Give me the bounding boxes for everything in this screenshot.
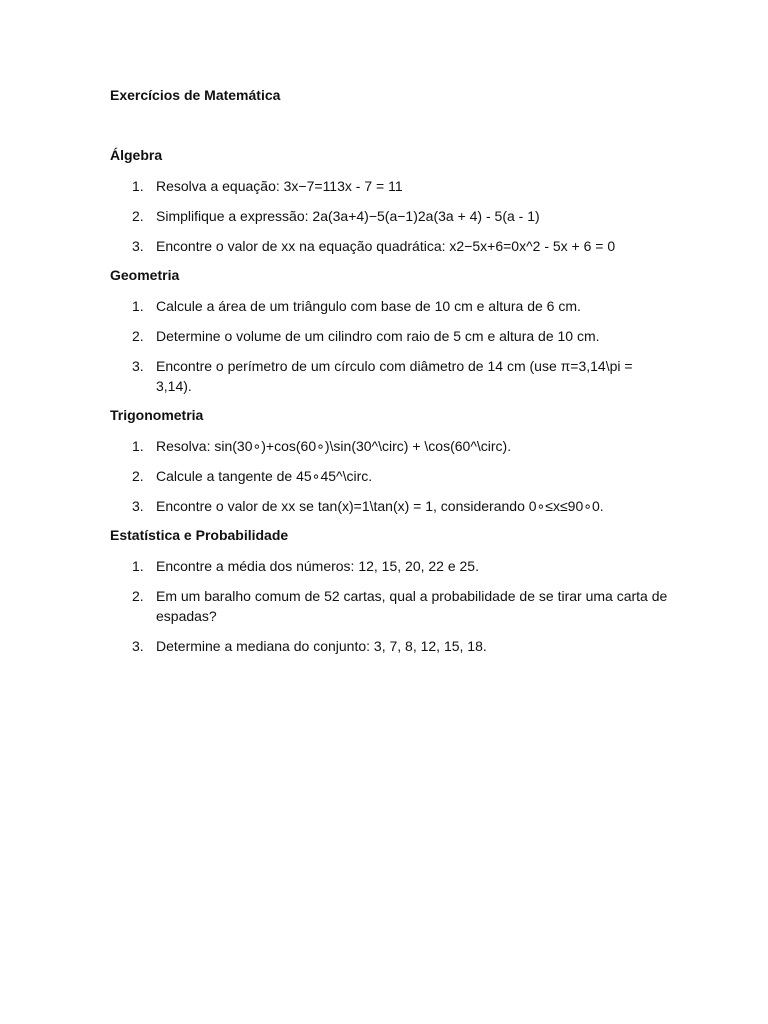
item-text: Resolva a equação: 3x−7=113x - 7 = 11 <box>156 178 403 194</box>
item-number: 1. <box>132 178 144 194</box>
item-text: Encontre o valor de xx se tan(x)=1\tan(x) = 1, considerando 0∘≤x≤90∘0. <box>156 498 604 514</box>
section-trigonometria <box>110 406 670 516</box>
item-number: 3. <box>132 638 144 654</box>
list-item <box>110 356 670 396</box>
list-item <box>110 326 670 346</box>
list-item <box>110 636 670 656</box>
item-number: 3. <box>132 358 144 374</box>
item-text: Resolva: sin(30∘)+cos(60∘)\sin(30^\circ) + \cos(60^\circ). <box>156 438 512 454</box>
exercise-list <box>110 176 670 256</box>
item-text: Determine a mediana do conjunto: 3, 7, 8, 12, 15, 18. <box>156 638 487 654</box>
item-text: Encontre o valor de xx na equação quadrática: x2−5x+6=0x^2 - 5x + 6 = 0 <box>156 238 616 254</box>
item-number: 1. <box>132 298 144 314</box>
section-heading: Geometria <box>110 267 180 283</box>
item-number: 1. <box>132 438 144 454</box>
document-title: Exercícios de Matemática <box>110 87 281 103</box>
section-estatistica <box>110 526 670 656</box>
item-number: 3. <box>132 498 144 514</box>
list-item <box>110 236 670 256</box>
item-text: Determine o volume de um cilindro com raio de 5 cm e altura de 10 cm. <box>156 328 600 344</box>
section-heading: Estatística e Probabilidade <box>110 527 289 543</box>
item-number: 2. <box>132 468 144 484</box>
list-item <box>110 556 670 576</box>
item-text: Encontre o perímetro de um círculo com diâmetro de 14 cm (use π=3,14\pi = 3,14). <box>156 358 633 394</box>
section-geometria <box>110 266 670 396</box>
item-text: Simplifique a expressão: 2a(3a+4)−5(a−1)2a(3a + 4) - 5(a - 1) <box>156 208 540 224</box>
section-algebra <box>110 146 670 256</box>
document-body <box>110 146 670 666</box>
item-number: 2. <box>132 588 144 604</box>
item-number: 2. <box>132 208 144 224</box>
list-item <box>110 436 670 456</box>
item-number: 3. <box>132 238 144 254</box>
exercise-list <box>110 556 670 656</box>
section-heading: Álgebra <box>110 147 163 163</box>
item-text: Encontre a média dos números: 12, 15, 20, 22 e 25. <box>156 558 479 574</box>
exercise-list <box>110 436 670 516</box>
list-item <box>110 176 670 196</box>
item-text: Calcule a tangente de 45∘45^\circ. <box>156 468 373 484</box>
exercise-list <box>110 296 670 396</box>
section-heading: Trigonometria <box>110 407 204 423</box>
item-number: 1. <box>132 558 144 574</box>
list-item <box>110 466 670 486</box>
item-number: 2. <box>132 328 144 344</box>
list-item <box>110 206 670 226</box>
list-item <box>110 586 670 626</box>
list-item <box>110 496 670 516</box>
item-text: Calcule a área de um triângulo com base de 10 cm e altura de 6 cm. <box>156 298 581 314</box>
list-item <box>110 296 670 316</box>
item-text: Em um baralho comum de 52 cartas, qual a probabilidade de se tirar uma carta de espadas? <box>156 588 668 624</box>
